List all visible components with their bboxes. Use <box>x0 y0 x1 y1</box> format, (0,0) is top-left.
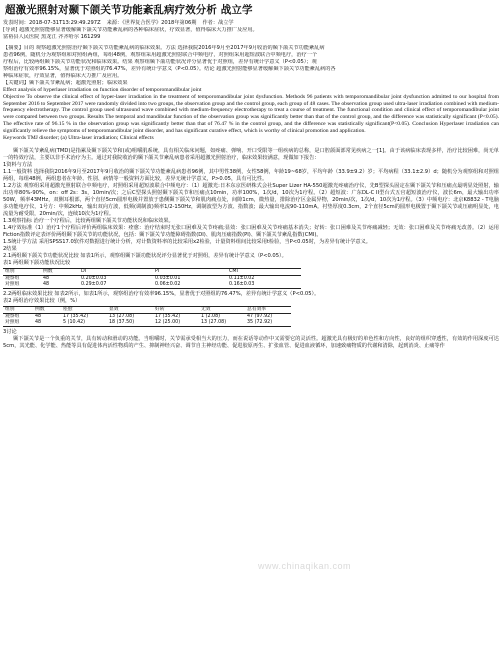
table-header-cell: 组别 <box>3 307 33 314</box>
table-cell: 17 (35.42) <box>153 314 199 321</box>
abstract-line: 种临床症状，疗效显著，值得临床大力推广及应用。 <box>3 73 123 79</box>
table-caption: 表1 两组颞下颌功能状况比较 <box>3 260 71 267</box>
section-heading: 2结果 <box>3 246 17 253</box>
table-cell: 0.20±0.03 <box>79 276 153 283</box>
table-cell: 12 (25.00) <box>153 320 199 327</box>
table-cell: 0.11±0.02 <box>227 276 301 283</box>
paragraph-result-2: 2.2两组临床效果比较 如表2所示，如表1所示，观察组治疗有效率96.15%，显著优于对照组的76.47%，差异有统计学意义（P<0.05）。 <box>3 291 320 298</box>
article-author: 作者：战立学 <box>202 20 234 26</box>
table-cell: 0.06±0.02 <box>153 282 227 289</box>
article-source: 来源：《世界复合医学》2018年第06期 <box>106 20 197 26</box>
table-row <box>3 320 291 327</box>
section-heading: 1资料与方法 <box>3 162 33 169</box>
table-cell: 观察组 <box>3 314 33 321</box>
table-header-cell: 显效 <box>107 307 153 314</box>
abstract-english <box>3 87 499 141</box>
abstract-line: 患者96例，随机分为观察组和对照组两组，每组48例，观察组采用超激光照射联合中频电疗，对照组采用超短波联合中频电疗，治疗一个 <box>3 52 318 58</box>
publish-date: 发表时间：2018-07-31T13:29:49.297Z <box>3 20 101 26</box>
paragraph-discussion: 颞下颌关节是一个负重的关节，具有转动和滑动的功能。当咀嚼时，关节需承受相当大的压力，而在说话等动作中又需要它的灵活性。超激光具有极好的单色性和方向性，良好的组织穿透性，有效的作用深度可达5cm，其光能、化学能、热能等具有促进体内活性物质的产生、抑制神经兴奋、调节自主神经功能、促进胶原再生、扩张血管、促进血液循环，加速致痛物质的代谢和清除，起到消炎、止痛等作 <box>3 336 499 350</box>
table-cell: 0.16±0.03 <box>227 282 301 289</box>
paragraph-methods: 1.2方法 观察组采用超激光照射联合中频电疗，对照组采用超短波联合中频电疗：（1）超激光:日本东京医研株式会社Super Lizer HA-550超激光疼痛治疗仪，先B型探头固定在颞下颌关节和压痛点最明显处照射，输出功率80%-90%，on：off 2s：3s，10min/次；之后C型探头照射颞下颌关节和压痛点10min，功率100%，1次/d，10次为1疗程。（2）超短波：广东DL-C II型台式五官超短波治疗仪，波长6m，最大输出功率50W，频率43MHz，双侧耳根部，两个直径5cm圆形电极并置放于患侧颞下颌关节和肌肉痛点处，间隙1cm，微热量，排除治疗区金属异物，20min/次，1次/d，10次为1疗程。（3）中频电疗：北京K8832 - T电脑多功能电疗仪，1号方：中频2kHz，输出双向方波，低频(调制波)频率1/2-150Hz，调制波型为方波、指数波；最大输出电流90-110mA。衬垫厚度0.3cm，2个直径5cm的圆形电极置于颞下颌关节或压痛明显处，电流量为耐受限，20min/次，连续10次为1疗程。 <box>3 183 499 218</box>
table-cell: 47 (97.92) <box>245 314 291 321</box>
intro-paragraph: 颞下颌关节紊乱病(TMD)是指累及颞下颌关节和(或)咀嚼肌系统，具有相关临床问题，如疼痛、弹响、开口受限等一组疾病的总称，是口腔颌面部常见疾病之一[1]。由于该病临床表现多样，治疗比较困难，尚无单一的特效疗法，主要以非手术治疗为主。通过对我院收治的颞下颌关节紊乱病患者采用超激光照射治疗，临床效果较满意，现做如下报告： <box>3 148 499 162</box>
table-function-status <box>3 268 301 289</box>
table-header-cell: 痊愈 <box>61 307 107 314</box>
table-cell: 48 <box>41 276 79 283</box>
paragraph-statistics: 1.5统计学方法 采用SPSS17.0软件对数据进行统计分析，对计数资料率的比较采用x2检验，计量资料组间比较采用t检验，当P<0.05时，为差异有统计学意义。 <box>3 239 371 246</box>
paragraph-result-1: 2.1两组颞下颌关节功能状况比较 如表1所示，观察组颞下颌功能状况评分显著优于对照组，差异有统计学意义（P<0.05）。 <box>3 253 287 260</box>
paragraph-indicators: 1.3观察指标 治疗一个疗程后，比较两组颞下颌关节功能状况和临床效果。 <box>3 218 174 225</box>
table-cell: 48 <box>33 320 61 327</box>
section-heading: 3讨论 <box>3 329 17 336</box>
table-cell: 48 <box>41 282 79 289</box>
table-cell: 观察组 <box>3 276 41 283</box>
table-header-cell: PI <box>153 269 227 276</box>
article-meta <box>3 20 499 27</box>
table-header-cell: 例数 <box>33 307 61 314</box>
table-header-cell: 无效 <box>199 307 245 314</box>
table-cell: 13 (27.08) <box>199 320 245 327</box>
article-body <box>3 148 499 350</box>
article-guide: [导读] 超激光照射能够显著缓解颞下颌关节功能紊乱病的各种临床症状，疗效显著，值得临床大力推广及应用。 <box>3 27 258 33</box>
article-page <box>3 4 499 350</box>
watermark: www.chinaqikan.com <box>258 561 352 571</box>
table-clinical-effect <box>3 306 291 327</box>
table-caption: 表2 两组治疗效果比较（例，%） <box>3 298 81 305</box>
abstract-line: 察组治疗有效率96.15%，显著优于对照组的76.47%，差异有统计学意义（P<0.05）。结论 超激光照射能够显著缓解颞下颌关节功能紊乱病的各 <box>3 66 336 72</box>
table-cell: 35 (72.92) <box>245 320 291 327</box>
table-cell: 17 (35.42) <box>61 314 107 321</box>
table-cell: 0.03±0.01 <box>153 276 227 283</box>
table-cell: 18 (37.50) <box>107 320 153 327</box>
table-header-cell: DI <box>79 269 153 276</box>
article-title: 超激光照射对颞下颌关节功能紊乱病疗效分析 战立学 <box>5 4 253 16</box>
english-abstract-body: Objective To observe the clinical effect of hyper-laser irradiation in the treatment of temporomandibular joint dysfunction. Methods 96 patients with temporomandibular joint dysfunction admitted to our hospital from September 2016 to September 2017 were randomly divided into two groups, the observation group and the control group, each group of 48 cases. The observation group used ultra-laser irradiation combined with medium-frequency electrotherapy. The control group used ultrasound wave combined with medium-frequency electrotherapy to treat a course of treatment. The functional condition and clinical effect of temporomandibular joint were compared between two groups. Results The temporal and mandibular function of the observation group was significantly better than that of the control group, and the difference was statistically significant (P<0.05). The effective rate of 96.15 % in the observation group was significantly better than that of 76.47 % in the control group, and the difference was statistically significant(P<0.05). Conclusion Hyperlaser irradiation can significantly relieve the symptoms of temporomandibular joint disorder, and has significant curative effect, which is worthy of clinical promotion and application. <box>3 93 499 134</box>
table-row <box>3 282 301 289</box>
table-cell: 13 (27.08) <box>107 314 153 321</box>
abstract-line: 【摘要】目的 观察超激光照射治疗颞下颌关节功能紊乱病的临床效果。方法 选择我院2016年9月至2017年9月收治的颞下颌关节功能紊乱病 <box>3 45 325 51</box>
table-header-cell: 好转 <box>153 307 199 314</box>
table-cell: 5 (10.42) <box>61 320 107 327</box>
table-header-cell: 总有效率 <box>245 307 291 314</box>
table-header-cell: CMI <box>227 269 301 276</box>
abstract-line: 疗程后，比较两组颞下颌关节功能状况和临床效果。结果 观察组颞下颌功能状况评分显著优于对照组，差异有统计学意义（P<0.05）；观 <box>3 59 317 65</box>
paragraph-criteria: 1.4疗效标准（1）治疗1个疗程后评价两组临床效果：痊愈：治疗结束时无张口困难及关节疼痛;显效：张口困难及关节疼痛基本消失；好转：张口困难及关节疼痛减轻；无效：张口困难及关节疼痛无改善。（2）运用Fiction指数评定表评价两组颞下颌关节的功能状况，包括：颞下颌关节功能障碍指数(DI)、肌肉压痛指数(PI)、颞下颌关节紊乱指数(CMI)。 <box>3 225 499 239</box>
keywords-chinese: 【关键词】颞下颌关节紊乱病；超激光照射；临床效果 <box>3 80 128 86</box>
table-cell: 1 (2.08) <box>199 314 245 321</box>
table-cell: 48 <box>33 314 61 321</box>
table-cell: 对照组 <box>3 282 41 289</box>
paragraph-general-data: 1.1一般资料 选择我院2016年9月至2017年9月收治的颞下颌关节功能紊乱病患者96例，其中男性38例，女性58例，年龄19~68岁，平均年龄（33.9±9.2）岁；平均病程（33.1±2.9）d；随机分为观察组和对照组两组，每组48例，两组患者在年龄、性别、病情等一般资料方面比较，差异无统计学意义，P>0.05，具有可比性。 <box>3 169 499 183</box>
english-title: Effect analysis of hyperlaser irradiation on function disorder of temporomandibular joint <box>3 87 202 93</box>
table-cell: 对照组 <box>3 320 33 327</box>
author-affiliation: 富裕县人民医院 黑龙江 齐齐哈尔 161299 <box>3 34 101 40</box>
table-header-cell: 组别 <box>3 269 41 276</box>
table-cell: 0.29±0.07 <box>79 282 153 289</box>
table-header-cell: 例数 <box>41 269 79 276</box>
keywords-english: Keywords TMJ disorder; (a) Ultra-laser irradiation; Clinical effects <box>3 134 154 141</box>
abstract-chinese <box>3 45 499 87</box>
